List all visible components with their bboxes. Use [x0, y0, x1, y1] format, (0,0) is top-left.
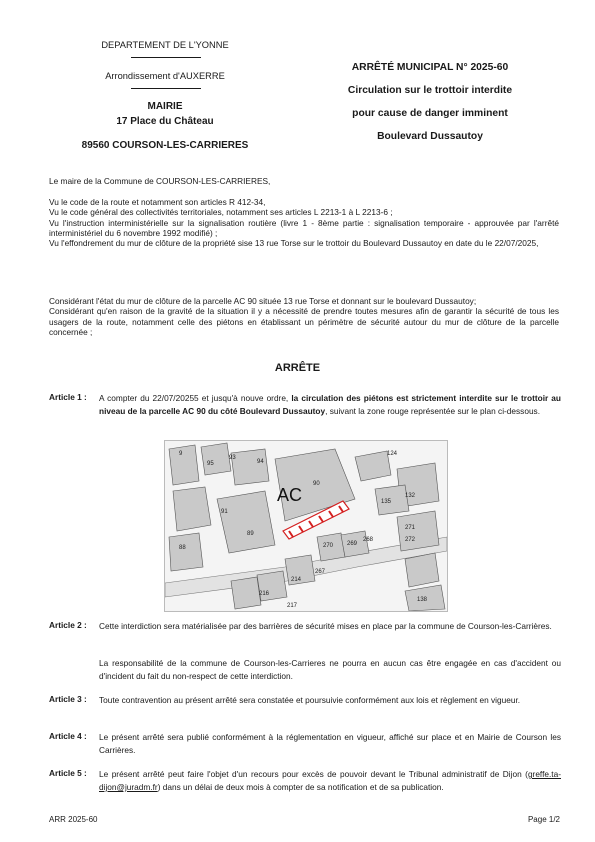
article-3-label: Article 3 :	[49, 694, 87, 704]
cadastral-map	[164, 440, 448, 612]
article-1-text-start: A compter du 22/07/20255 et jusqu'à nouve ordre,	[99, 393, 292, 403]
parcel-number: 124	[387, 451, 398, 457]
parcel-number: 267	[315, 569, 326, 575]
page-number: Page 1/2	[527, 815, 560, 824]
parcel-number: 270	[323, 543, 334, 549]
parcel-number: 95	[207, 461, 214, 467]
article-5-text-end: ) dans un délai de deux mois à compter de sa notification et de sa publication.	[157, 782, 444, 792]
article-1-text-bold: la circulation des piétons est strictement interdite sur le trottoir au niveau de la parcelle AC 90 du côté Boulevard Dussautoy	[99, 393, 561, 416]
map-section-label: AC	[277, 485, 303, 505]
parcel-number: 9	[179, 451, 183, 457]
article-4-text: Le présent arrêté sera publié conformément à la réglementation en vigueur, affiché sur place et en Mairie de Courson les Carrières.	[99, 732, 561, 755]
article-5-text-start: Le présent arrêté peut faire l'objet d'un recours pour excès de pouvoir devant le Tribunal administratif de Dijon (	[99, 769, 528, 779]
mairie-address: 17 Place du Château	[116, 116, 214, 127]
vu-item: Vu l'instruction interministérielle sur la signalisation routière (livre 1 - 8ème partie : signalisation temporaire - approuvée par l'arrêté interministériel du 6 novembre 1992 modifié) ;	[49, 217, 559, 238]
cadastral-map-svg	[165, 441, 447, 611]
parcel-number: 93	[229, 455, 236, 461]
decree-subject-line-3: Boulevard Dussautoy	[377, 131, 483, 142]
parcel-number: 94	[257, 459, 264, 465]
parcel-number: 216	[259, 591, 270, 597]
parcel-number: 90	[313, 481, 320, 487]
intro-text: Le maire de la Commune de COURSON-LES-CARRIERES,	[49, 176, 271, 186]
parcel-number: 91	[221, 509, 228, 515]
header-divider	[131, 88, 201, 89]
header-divider	[131, 57, 201, 58]
arrondissement: Arrondissement d'AUXERRE	[105, 71, 225, 81]
article-5-label: Article 5 :	[49, 768, 87, 778]
department-name: DEPARTEMENT DE L'YONNE	[101, 40, 229, 50]
decree-title: ARRÊTÉ MUNICIPAL N° 2025-60	[351, 62, 509, 73]
parcel-number: 272	[405, 537, 416, 543]
considerant-list	[49, 296, 559, 337]
considerant-item: Considérant qu'en raison de la gravité de la situation il y a nécessité de prendre toutes mesures afin de garantir la sécurité de tous les usagers de la route, notamment celle des piétons en établissant un périmètre de sécurité autour du mur de clôture de la parcelle concernée ;	[49, 306, 559, 337]
parcel-number: 269	[347, 541, 358, 547]
considerant-item: Considérant l'état du mur de clôture de la parcelle AC 90 située 13 rue Torse et donnant sur le boulevard Dussautoy;	[49, 296, 477, 306]
article-1-label: Article 1 :	[49, 392, 87, 402]
parcel-number: 271	[405, 525, 416, 531]
article-1-text	[99, 392, 561, 418]
parcel-number: 214	[291, 577, 302, 583]
vu-list	[49, 197, 559, 248]
parcel-number: 132	[405, 493, 416, 499]
parcel-number: 88	[179, 545, 186, 551]
court-email-link[interactable]: greffe.ta-dijon@juradm.fr	[99, 769, 561, 792]
footer-reference: ARR 2025-60	[49, 815, 98, 824]
vu-item: Vu le code de la route et notamment son articles R 412-34,	[49, 197, 266, 207]
article-2-text: Cette interdiction sera matérialisée par des barrières de sécurité mises en place par la commune de Courson-les-Carrières.	[99, 621, 552, 631]
article-5-text	[99, 768, 561, 794]
vu-item: Vu l'effondrement du mur de clôture de la propriété sise 13 rue Torse sur le trottoir du Boulevard Dussautoy en date du le 22/07/2025,	[49, 238, 539, 249]
parcel-number: 268	[363, 537, 374, 543]
parcel-number: 89	[247, 531, 254, 537]
parcel-number: 138	[417, 597, 428, 603]
article-4-label: Article 4 :	[49, 731, 87, 741]
arrete-heading: ARRÊTE	[274, 362, 321, 374]
decree-subject-line-2: pour cause de danger imminent	[352, 108, 508, 119]
article-1-text-end: , suivant la zone rouge représentée sur le plan ci-dessous.	[325, 406, 541, 416]
parcel-number: 135	[381, 499, 392, 505]
mairie-title: MAIRIE	[147, 101, 183, 112]
parcel-number: 217	[287, 603, 298, 609]
mairie-city: 89560 COURSON-LES-CARRIERES	[81, 140, 249, 151]
vu-item: Vu le code général des collectivités territoriales, notamment ses articles L 2213-1 à L 2213-6 ;	[49, 207, 393, 218]
article-2-text-2: La responsabilité de la commune de Courson-les-Carrieres ne pourra en aucun cas être engagée en cas d'accident ou d'incident du fait du non-respect de cette interdiction.	[99, 658, 561, 681]
article-3-text: Toute contravention au présent arrêté sera constatée et poursuivie conformément aux lois et règlement en vigueur.	[99, 695, 521, 705]
article-2-label: Article 2 :	[49, 620, 87, 630]
decree-subject-line-1: Circulation sur le trottoir interdite	[347, 85, 513, 96]
